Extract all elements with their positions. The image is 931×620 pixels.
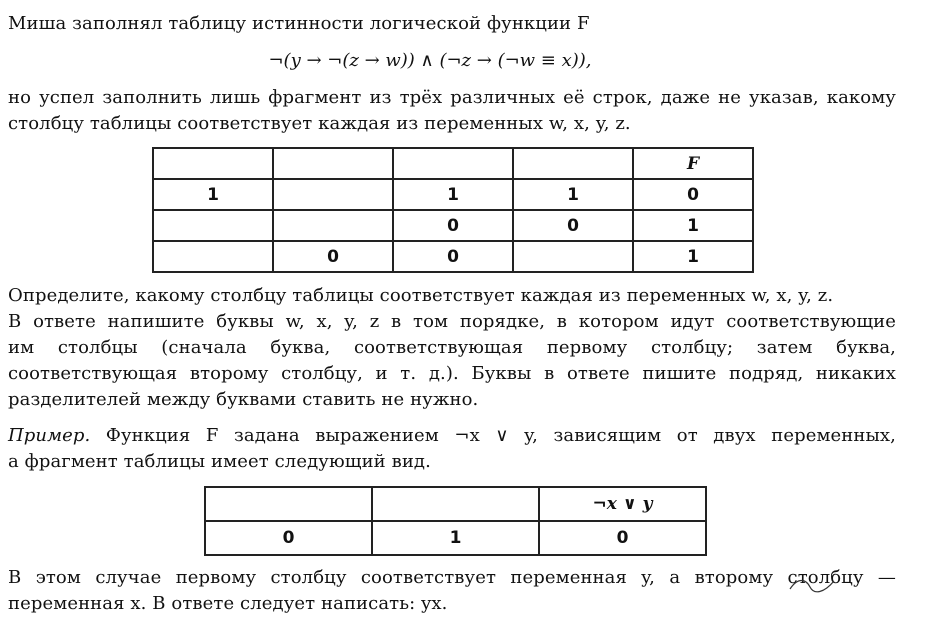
example-line-2: а фрагмент таблицы имеет следующий вид.	[8, 451, 431, 472]
table-cell	[153, 241, 273, 272]
table-cell: 0	[633, 179, 753, 210]
table-cell: 1	[633, 241, 753, 272]
question-line-4: соответствующая второму столбцу, и т. д.). Буквы в ответе пишите подряд, никаких	[8, 363, 896, 384]
example-text: Функция F задана выражением ¬x ∨ y, зависящим от двух переменных,	[105, 425, 896, 446]
condition-line-2: столбцу таблицы соответствует каждая из переменных w, x, y, z.	[8, 113, 631, 134]
table-cell	[273, 179, 393, 210]
example-table	[204, 486, 707, 556]
table-cell: 0	[393, 241, 513, 272]
explain-line-2: переменная x. В ответе следует написать: yx.	[8, 593, 448, 614]
table-header-f: F	[633, 148, 753, 179]
table-header-cell	[153, 148, 273, 179]
table-cell: 0	[273, 241, 393, 272]
example-line-1	[8, 424, 896, 448]
condition-line-1: но успел заполнить лишь фрагмент из трёх различных её строк, даже не указав, какому	[8, 87, 896, 108]
table-cell: 1	[153, 179, 273, 210]
table-cell	[153, 210, 273, 241]
table-cell: 1	[372, 521, 539, 555]
table-cell: 1	[513, 179, 633, 210]
table-cell: 1	[633, 210, 753, 241]
question-line-2: В ответе напишите буквы w, x, y, z в том порядке, в котором идут соответствующие	[8, 311, 896, 332]
table-header-row	[153, 148, 753, 179]
table-cell: 0	[539, 521, 706, 555]
formula: ¬(y → ¬(z → w)) ∧ (¬z → (¬w ≡ x)),	[268, 50, 592, 71]
intro-text: Миша заполнял таблицу истинности логической функции F	[8, 13, 590, 34]
question-line-1: Определите, какому столбцу таблицы соответствует каждая из переменных w, x, y, z.	[8, 285, 834, 306]
truth-table	[152, 147, 754, 273]
table-cell: 0	[205, 521, 372, 555]
example-label: Пример.	[8, 425, 91, 446]
table-header-cell	[372, 487, 539, 521]
table-row	[205, 521, 706, 555]
question-line-5: разделителей между буквами ставить не нужно.	[8, 389, 479, 410]
table-header-cell	[205, 487, 372, 521]
table-cell	[513, 241, 633, 272]
table-header-cell	[393, 148, 513, 179]
table-row	[153, 179, 753, 210]
table-row	[153, 241, 753, 272]
question-line-3: им столбцы (сначала буква, соответствующая первому столбцу; затем буква,	[8, 337, 896, 358]
table-header-expression: ¬x ∨ y	[539, 487, 706, 521]
table-cell: 0	[513, 210, 633, 241]
table-row	[153, 210, 753, 241]
explain-line-1: В этом случае первому столбцу соответствует переменная y, а второму столбцу —	[8, 567, 896, 588]
table-header-cell	[273, 148, 393, 179]
table-cell	[273, 210, 393, 241]
table-cell: 1	[393, 179, 513, 210]
table-cell: 0	[393, 210, 513, 241]
table-header-cell	[513, 148, 633, 179]
example-header-row	[205, 487, 706, 521]
